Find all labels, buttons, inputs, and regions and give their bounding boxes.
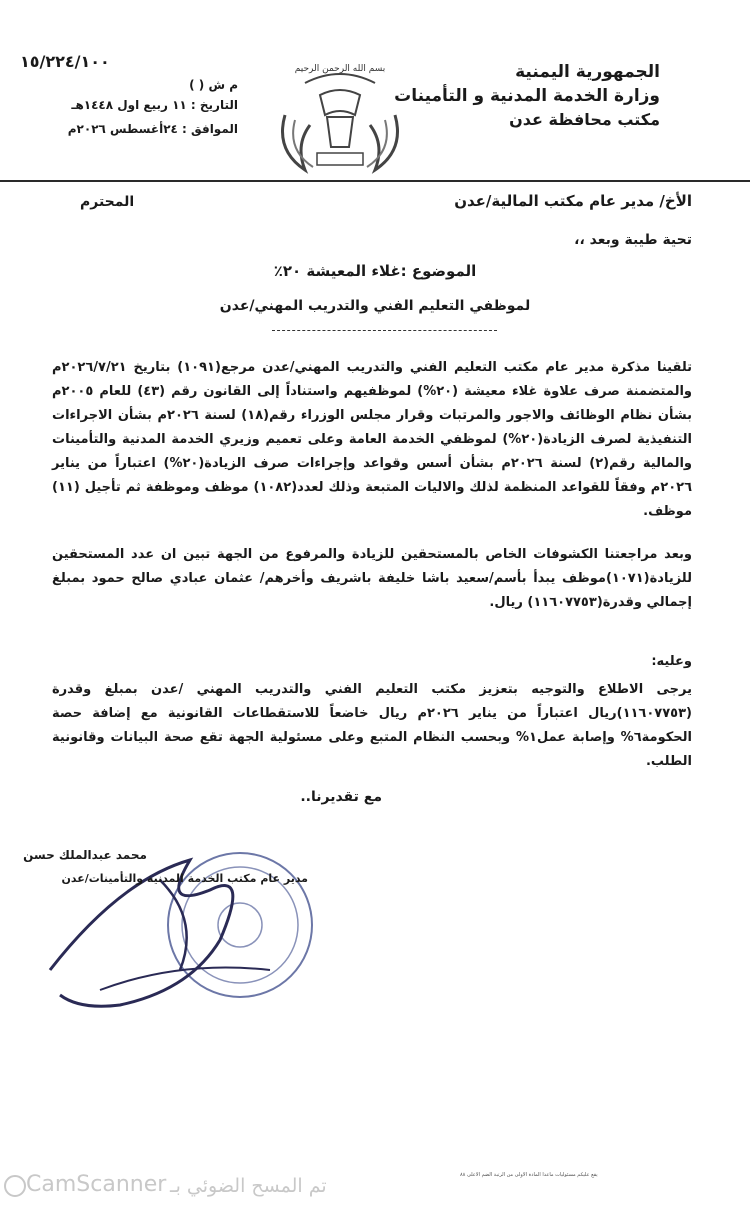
gregorian-date: الموافق : ٢٤أغسطس ٢٠٢٦م [67, 122, 238, 136]
reference-number: ١٥/٢٢٤/١٠٠ [20, 52, 110, 71]
scanned-by-watermark: تم المسح الضوئي بـ [170, 1175, 327, 1197]
therefore-label: وعليه: [651, 654, 692, 669]
subject-subline: لموظفي التعليم الفني والتدريب المهني/عدن [219, 298, 531, 314]
header-line-republic: الجمهورية اليمنية [515, 62, 660, 82]
addressee: الأخ/ مدير عام مكتب المالية/عدن [454, 192, 692, 210]
state-emblem-icon [275, 55, 405, 180]
reference-label: م ش ( ) [189, 78, 238, 92]
subject-divider [272, 330, 497, 331]
honorific: المحترم [80, 194, 135, 210]
signatory-title: مدير عام مكتب الخدمة المدنية والتأمينات/عدن [61, 872, 308, 885]
emblem-basmala: بسم الله الرحمن الرحيم [294, 64, 386, 74]
header-line-office: مكتب محافظة عدن [509, 110, 660, 129]
camscanner-watermark: CamScanner [26, 1172, 167, 1197]
header-divider [0, 180, 750, 182]
paragraph-1: تلقينا مذكرة مدير عام مكتب التعليم الفني والتدريب المهني/عدن مرجع(١٠٩١) بتاريخ ٢٠٢٦/٧/٢١م والمتضمنة صرف علاوة غلاء معيشة (٢٠%) لموظفيهم واستناداً إلى القانون رقم (٤٣) للعام ٢٠٠٥م بشأن نظام الوظائف والاجور والمرتبات وقرار مجلس الوزراء رقم(١٨) لسنة ٢٠٢٦م بشأن الاجراءات التنفيذية لصرف الزيادة(٢٠%) لموظفي الخدمة العامة وعلى تعميم وزيري الخدمة المدنية والتأمينات والمالية رقم(٢) لسنة ٢٠٢٦م بشأن أسس وقواعد وإجراءات صرف الزيادة(٢٠%) اعتباراً من يناير ٢٠٢٦م وفقاً للقواعد المنظمة لذلك والاليات المتبعة وذلك لعدد(١٠٨٢) موظف وموظفة ثم تأجيل (١١) موظف. [52, 360, 693, 519]
camscanner-logo-icon [4, 1175, 26, 1197]
subject-line: الموضوع :غلاء المعيشة ٢٠٪ [273, 262, 477, 280]
signatory-name: محمد عبدالملك حسن [23, 848, 147, 862]
closing-line: مع تقديرنا.. [300, 789, 382, 805]
ministry-header [390, 60, 660, 132]
hijri-date: التاريخ : ١١ ربيع اول ١٤٤٨هـ [71, 98, 238, 112]
greeting: تحية طيبة وبعد ،، [574, 232, 692, 248]
header-line-ministry: وزارة الخدمة المدنية و التأمينات [394, 86, 660, 106]
paragraph-3: يرجى الاطلاع والتوجيه بتعزيز مكتب التعليم الفني والتدريب المهني /عدن بمبلغ وقدرة (١١٦٠٧٧٥٣)ريال اعتباراً من يناير ٢٠٢٦م ريال خاضعاً للاستقطاعات القانونية مع إضافة حصة الحكومة٦% وإصابة عمل١% وبحسب النظام المتبع وعلى مسئولية الجهة تقع صحة البيانات وقانونية الطلب. [52, 682, 693, 769]
paragraph-2: وبعد مراجعتنا الكشوفات الخاص بالمستحقين للزيادة والمرفوع من الجهة تبين ان عدد المستحقين للزيادة(١٠٧١)موظف يبدأ بأسم/سعيد باشا خليفة باشريف وأخرهم/ عثمان عبادي صالح حمود بمبلغ إجمالي وقدرة(١١٦٠٧٧٥٣) ريال. [52, 547, 692, 610]
footer-note: يقع عليكم مسئوليات ماعدا المادة الاولى من الرتبة الضم الاعلى ٨٨ [460, 1172, 598, 1178]
